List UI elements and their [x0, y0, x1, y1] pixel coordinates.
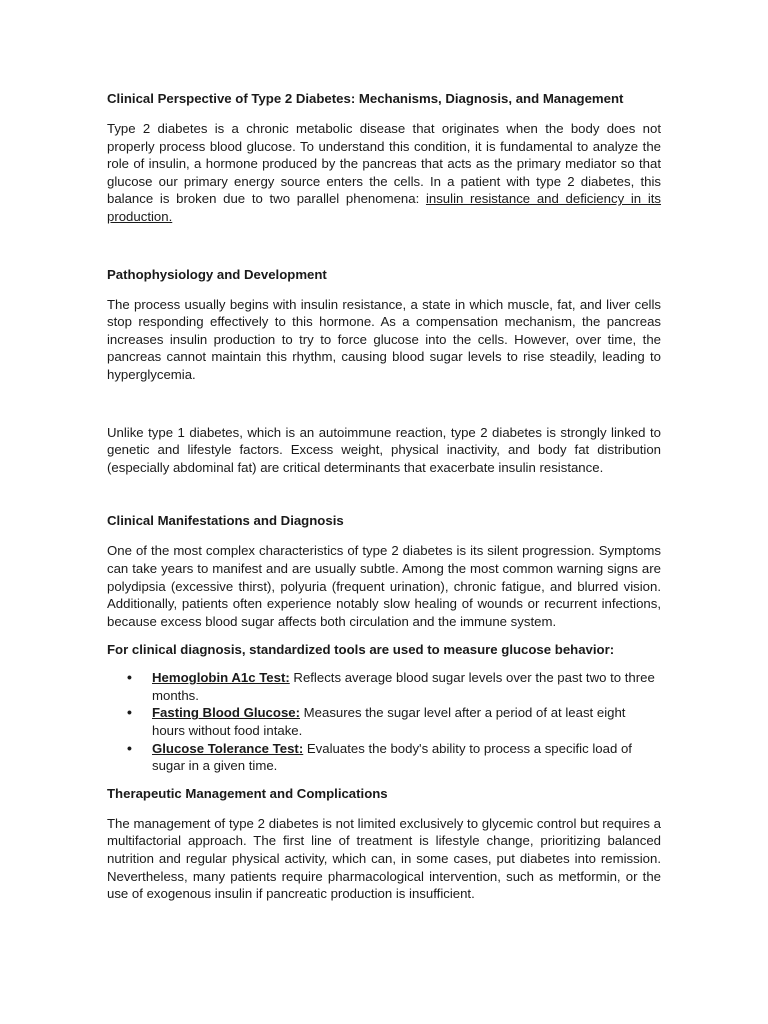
therapy-paragraph-1: The management of type 2 diabetes is not limited exclusively to glycemic control but requires a multifactorial approach. The first line of treatment is lifestyle change, prioritizing balanced nutrition and regular physical activity, which can, in some cases, put diabetes into remission. Nevertheless, many patients require pharmacological intervention, such as metformin, or the use of exogenous insulin if pancreatic production is insufficient.	[107, 815, 661, 902]
spacer	[107, 384, 661, 424]
intro-underlined-text: insulin resistance and deficiency in its production.	[107, 191, 662, 224]
test-term: Glucose Tolerance Test:	[152, 740, 304, 756]
clinical-paragraph-1: One of the most complex characteristics of type 2 diabetes is its silent progression. Symptoms can take years to manifest and are usually subtle. Among the most common warning signs are polydipsia (excessive thirst), polyuria (frequent urination), chronic fatigue, and blurred vision. Additionally, patients often experience notably slow healing of wounds or recurrent infections, because excess blood sugar affects both circulation and the immune system.	[107, 543, 661, 629]
pathophysiology-paragraph-1: The process usually begins with insulin resistance, a state in which muscle, fat, and liver cells stop responding effectively to this hormone. As a compensation mechanism, the pancreas increases insulin production to try to force glucose into the cells. However, over time, the pancreas cannot maintain this rhythm, causing blood sugar levels to rise steadily, leading to hyperglycemia.	[107, 296, 661, 382]
test-description: Measures the sugar level after a period of at least eight hours without food intake.	[152, 705, 626, 739]
test-term: Fasting Blood Glucose:	[152, 705, 300, 721]
document-page	[107, 90, 661, 903]
spacer	[107, 630, 661, 641]
bullet-icon: •	[127, 669, 132, 686]
list-item	[107, 740, 661, 775]
test-description: Evaluates the body's ability to process a specific load of sugar in a given time.	[152, 740, 632, 774]
spacer	[107, 775, 661, 785]
list-item	[107, 669, 661, 704]
list-item	[107, 704, 661, 739]
heading-pathophysiology: Pathophysiology and Development	[107, 266, 327, 282]
heading-therapeutic-management: Therapeutic Management and Complications	[107, 785, 388, 801]
intro-text: Type 2 diabetes is a chronic metabolic disease that originates when the body does not properly process blood glucose. To understand this condition, it is fundamental to analyze the role of insulin, a hormone produced by the pancreas that acts as the primary mediator so that glucose our primary energy source enters the cells. In a patient with type 2 diabetes, this balance is broken due to two parallel phenomena:	[107, 121, 661, 207]
test-description: Reflects average blood sugar levels over the past two to three months.	[152, 670, 655, 703]
diagnostic-tests-list	[107, 669, 661, 775]
bullet-icon: •	[127, 704, 132, 721]
spacer	[107, 476, 661, 512]
heading-clinical-manifestations: Clinical Manifestations and Diagnosis	[107, 513, 344, 529]
test-term: Hemoglobin A1c Test:	[152, 670, 290, 686]
pathophysiology-paragraph-2: Unlike type 1 diabetes, which is an autoimmune reaction, type 2 diabetes is strongly linked to genetic and lifestyle factors. Excess weight, physical inactivity, and body fat distribution (especially abdominal fat) are critical determinants that exacerbate insulin resistance.	[107, 424, 661, 475]
diagnosis-lead: For clinical diagnosis, standardized tools are used to measure glucose behavior:	[107, 642, 615, 658]
bullet-icon: •	[127, 739, 132, 756]
document-title: Clinical Perspective of Type 2 Diabetes: Mechanisms, Diagnosis, and Management	[107, 91, 624, 106]
intro-paragraph	[107, 120, 661, 226]
spacer	[107, 226, 661, 266]
